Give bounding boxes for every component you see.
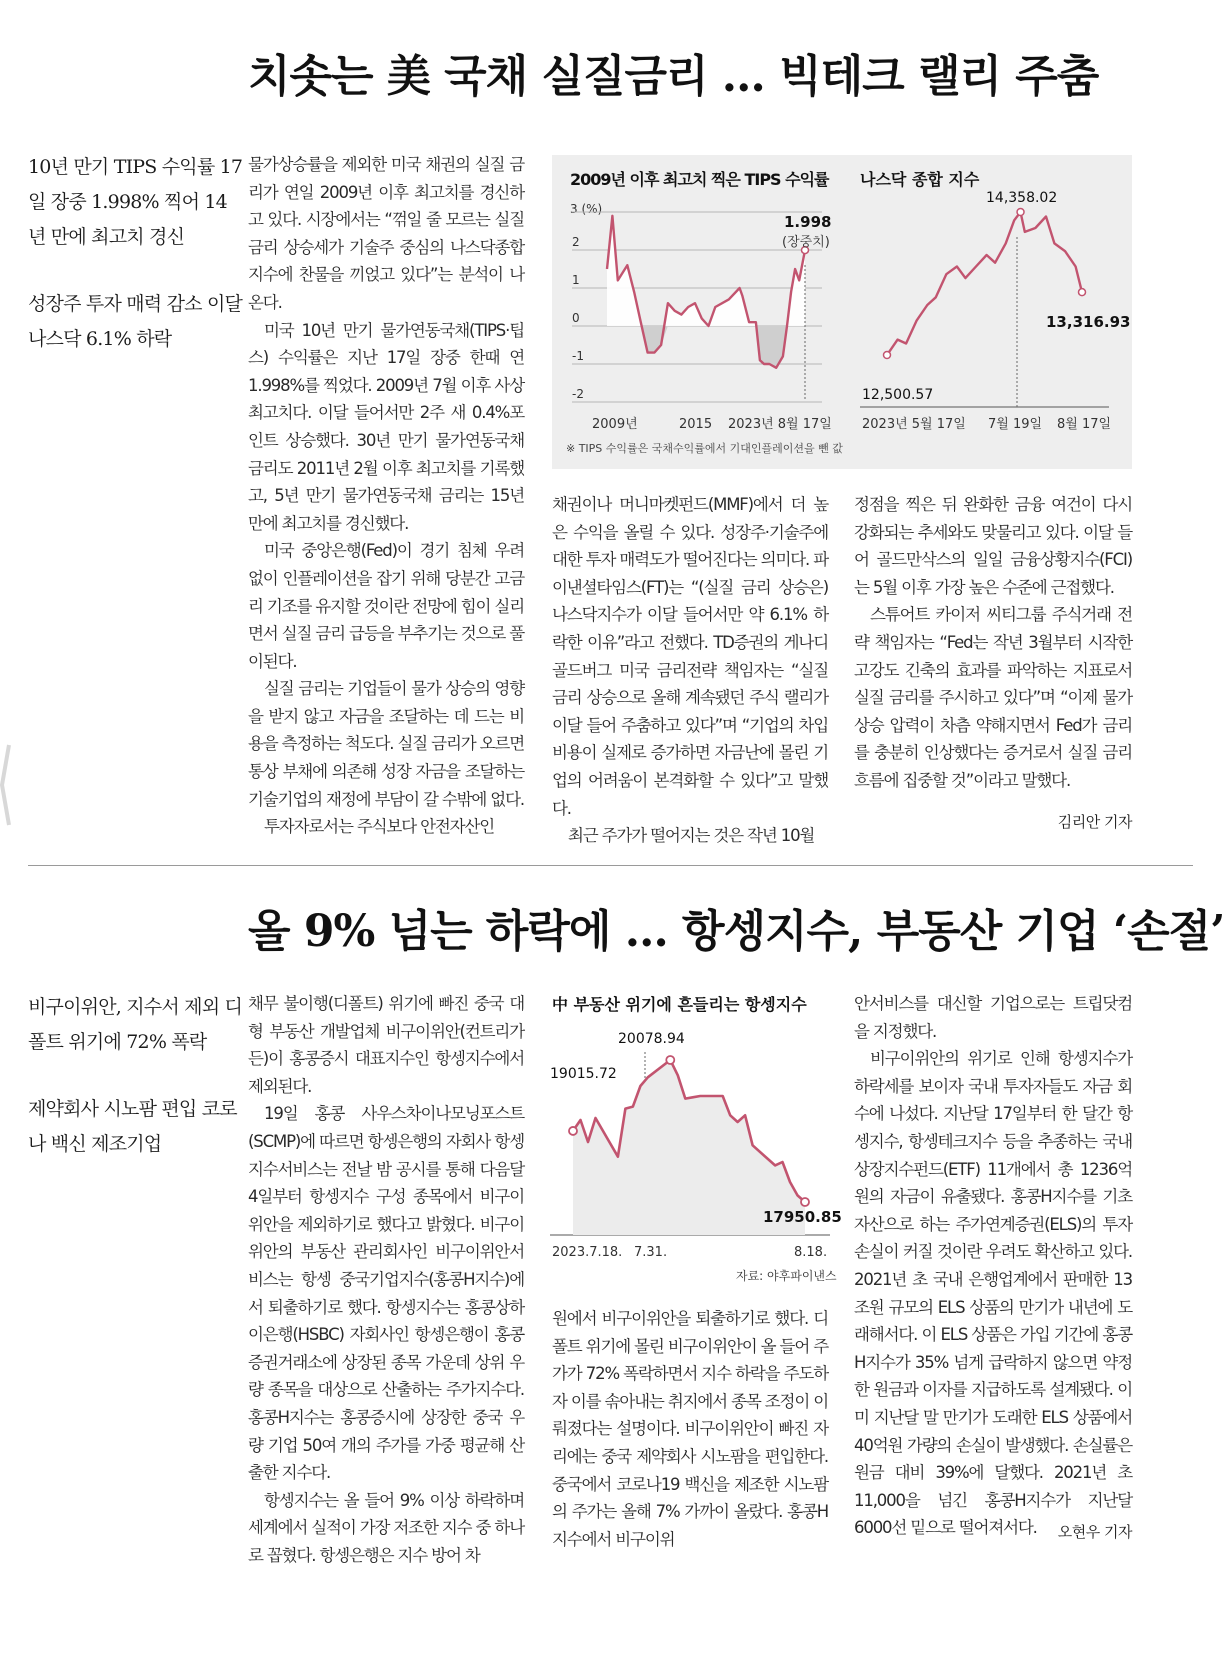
- tips-x-tick: 2023년 8월 17일: [728, 417, 832, 432]
- paragraph: 물가상승률을 제외한 미국 채권의 실질 금리가 연일 2009년 이후 최고치를 경신하고 있다. 시장에서는 “꺾일 줄 모르는 실질 금리 상승세가 기술주 중심의 나스닥종합지수에 찬물을 끼얹고 있다”는 분석이 나온다.: [248, 155, 524, 312]
- paragraph: 스튜어트 카이저 씨티그룹 주식거래 전략 책임자는 “Fed는 작년 3월부터 시작한 고강도 긴축의 효과를 파악하는 지표로서 실질 금리를 주시하고 있다”며 “이제 물가 상승 압력이 차츰 약해지면서 Fed가 금리를 충분히 인상했다는 증거로서 실질 금리 흐름에 집중할 것”이라고 말했다.: [854, 605, 1132, 790]
- paragraph: 최근 주가가 떨어지는 것은 작년 10월: [568, 826, 815, 846]
- nasdaq-chart-title: 나스닥 종합 지수: [860, 170, 980, 189]
- paragraph: 미국 중앙은행(Fed)이 경기 침체 우려 없이 인플레이션을 잡기 위해 당분간 고금리 기조를 유지할 것이란 전망에 힘이 실리면서 실질 금리 급등을 부추기는 것으로 풀이된다.: [248, 541, 524, 671]
- tips-y-ticks: [572, 235, 584, 401]
- article2-byline: 오현우 기자: [1057, 1523, 1132, 1541]
- paragraph: 19일 홍콩 사우스차이나모닝포스트(SCMP)에 따르면 항셍은행의 자회사 항셍지수서비스는 전날 밤 공시를 통해 다음달 4일부터 항셍지수 구성 종목에서 비구이위안을 제외하기로 했다고 밝혔다. 비구이위안의 부동산 관리회사인 비구이위안서비스는 항셍 중국기업지수(홍콩H지수)에서 퇴출하기로 했다. 항셍지수는 홍콩상하이은행(HSBC) 자회사인 항셍은행이 홍콩증권거래소에 상장된 종목 가운데 상위 우량 종목을 대상으로 산출하는 주가지수다. 홍콩H지수는 홍콩증시에 상장한 중국 우량 기업 50여 개의 주가를 가중 평균해 산출한 지수다.: [248, 1104, 524, 1483]
- article2-headline: 올 9% 넘는 하락에 … 항셍지수, 부동산 기업 ‘손절’: [248, 906, 1225, 957]
- tips-y-tick: 1: [572, 273, 580, 287]
- hangseng-chart-title: 中 부동산 위기에 흔들리는 항셍지수: [552, 995, 807, 1014]
- nasdaq-plot: [884, 209, 1086, 359]
- nasdaq-x-tick: 7월 19일: [988, 417, 1043, 432]
- paragraph: 원에서 비구이위안을 퇴출하기로 했다. 디폴트 위기에 몰린 비구이위안이 올 들어 주가가 72% 폭락하면서 지수 하락을 주도하자 이를 솎아내는 취지에서 종목 조정이 이뤄졌다는 설명이다. 비구이위안이 빠진 자리에는 중국 제약회사 시노팜을 편입한다. 중국에서 코로나19 백신을 제조한 시노팜의 주가는 올해 7% 가까이 올랐다. 홍콩H지수에서 비구이위: [552, 1309, 828, 1549]
- nasdaq-point: [1017, 209, 1024, 216]
- nasdaq-end-label: 13,316.93: [1046, 313, 1131, 331]
- paragraph: 안서비스를 대신할 기업으로는 트립닷컴을 지정했다.: [854, 994, 1132, 1041]
- nasdaq-x-tick: 2023년 5월 17일: [862, 417, 966, 432]
- article2-deck: [28, 990, 243, 1194]
- hangseng-peak-label: 20078.94: [618, 1031, 685, 1047]
- paragraph: 채무 불이행(디폴트) 위기에 빠진 중국 대형 부동산 개발업체 비구이위안(컨트리가든)이 홍콩증시 대표지수인 항셍지수에서 제외된다.: [248, 994, 524, 1096]
- article2-column-1: [248, 990, 524, 1565]
- article2-column-2: [552, 1305, 828, 1550]
- hangseng-point: [569, 1127, 577, 1135]
- hangseng-source: 자료: 야후파이낸스: [736, 1269, 837, 1283]
- tips-footnote: ※ TIPS 수익률은 국채수익률에서 기대인플레이션을 뺀 값: [566, 442, 843, 455]
- paragraph: 항셍지수는 올 들어 9% 이상 하락하며 세계에서 실적이 가장 저조한 지수 중 하나로 꼽혔다. 항셍은행은 지수 방어 차: [248, 1490, 524, 1565]
- deck-line: 비구이위안, 지수서 제외 디폴트 위기에 72% 폭락: [28, 996, 243, 1053]
- hangseng-x-tick: 2023.7.18.: [552, 1245, 623, 1260]
- nasdaq-x-tick: 8월 17일: [1057, 417, 1112, 432]
- tips-chart-title: 2009년 이후 최고치 찍은 TIPS 수익률: [570, 170, 829, 189]
- paragraph: 정점을 찍은 뒤 완화한 금융 여건이 다시 강화되는 추세와도 맞물리고 있다. 이달 들어 골드만삭스의 일일 금융상황지수(FCI)는 5월 이후 가장 높은 수준에 근접했다.: [854, 495, 1132, 597]
- nasdaq-point: [1079, 289, 1086, 296]
- hangseng-x-tick: 7.31.: [634, 1245, 668, 1260]
- article1-deck: [28, 150, 243, 389]
- nasdaq-start-label: 12,500.57: [862, 387, 934, 403]
- charts-svg: [552, 155, 1132, 469]
- hangseng-point: [801, 1198, 809, 1206]
- article1-headline: 치솟는 美 국채 실질금리 … 빅테크 랠리 주춤: [248, 51, 1099, 102]
- paragraph: 미국 10년 만기 물가연동국채(TIPS·팁스) 수익률은 지난 17일 장중 한때 연 1.998%를 찍었다. 2009년 7월 이후 사상 최고치다. 이달 들어서만 2주 새 0.4%포인트 상승했다. 30년 만기 물가연동국채 금리도 2011년 2월 이후 최고치를 기록했고, 5년 만기 물가연동국채 금리는 15년 만에 최고치를 경신했다.: [248, 320, 524, 533]
- tips-last-value: 1.998: [784, 213, 832, 231]
- hangseng-x-tick: 8.18.: [794, 1245, 828, 1260]
- article1-column-2: [552, 491, 828, 846]
- hangseng-point: [666, 1056, 674, 1064]
- hangseng-svg: [548, 990, 842, 1290]
- tips-last-note: (장중치): [782, 235, 830, 250]
- tips-x-tick: 2009년: [592, 417, 638, 432]
- tips-y-tick: -2: [572, 387, 584, 401]
- hangseng-start-label: 19015.72: [550, 1066, 617, 1082]
- deck-line: 성장주 투자 매력 감소 이달 나스닥 6.1% 하락: [28, 293, 243, 350]
- paragraph: 채권이나 머니마켓펀드(MMF)에서 더 높은 수익을 올릴 수 있다. 성장주·기술주에 대한 투자 매력도가 떨어진다는 의미다. 파이낸셜타임스(FT)는 “(실질 금리 상승은) 나스닥지수가 이달 들어서만 약 6.1% 하락한 이유”라고 전했다. TD증권의 게나디 골드버그 미국 금리전략 책임자는 “실질 금리 상승으로 올해 계속됐던 주식 랠리가 이달 들어 주춤하고 있다”며 “기업의 차입 비용이 실제로 증가하면 자금난에 몰린 기업의 어려움이 본격화할 수 있다”고 말했다.: [552, 495, 828, 818]
- paragraph: 실질 금리는 기업들이 물가 상승의 영향을 받지 않고 자금을 조달하는 데 드는 비용을 측정하는 척도다. 실질 금리가 오르면 통상 부채에 의존해 성장 자금을 조달하는 기술기업의 재정에 부담이 갈 수밖에 없다.: [248, 679, 524, 809]
- article1-column-1: [248, 151, 524, 841]
- paragraph: 투자자로서는 주식보다 안전자산인: [264, 817, 495, 837]
- tips-y-unit: 3 (%): [570, 202, 603, 216]
- hangseng-end-label: 17950.85: [763, 1208, 842, 1226]
- nasdaq-point: [884, 352, 891, 359]
- tips-x-tick: 2015: [679, 417, 713, 432]
- nasdaq-series-line: [887, 212, 1082, 355]
- tips-plot: [607, 216, 809, 368]
- article-divider: [28, 865, 1193, 866]
- tips-y-tick: -1: [572, 349, 584, 363]
- nasdaq-peak-label: 14,358.02: [986, 190, 1058, 206]
- scroll-chevron-icon: [0, 740, 10, 830]
- article2-column-3: [854, 990, 1132, 1550]
- paragraph: 비구이위안의 위기로 인해 항셍지수가 하락세를 보이자 국내 투자자들도 자금 회수에 나섰다. 지난달 17일부터 한 달간 항셍지수, 항셍테크지수 등을 추종하는 국내 상장지수펀드(ETF) 11개에서 총 1236억원의 자금이 유출됐다. 홍콩H지수를 기초자산으로 하는 주가연계증권(ELS)의 투자 손실이 커질 것이란 우려도 확산하고 있다. 2021년 초 국내 은행업계에서 판매한 13조원 규모의 ELS 상품의 만기가 내년에 도래해서다. 이 ELS 상품은 가입 기간에 홍콩H지수가 35% 넘게 급락하지 않으면 약정한 원금과 이자를 지급하도록 설계됐다. 이미 지난달 말 만기가 도래한 ELS 상품에서 40억원 가량의 손실이 발생했다. 손실률은 원금 대비 39%에 달했다. 2021년 초 11,000을 넘긴 홍콩H지수가 지난달 6000선 밑으로 떨어져서다.: [854, 1049, 1132, 1538]
- deck-line: 제약회사 시노팜 편입 코로나 백신 제조기업: [28, 1098, 237, 1155]
- chart-panel-hangseng: [548, 990, 842, 1290]
- article1-column-3: [854, 491, 1132, 841]
- tips-negative-fill: [607, 326, 805, 368]
- tips-y-tick: 2: [572, 235, 580, 249]
- chart-panel-tips-nasdaq: [552, 155, 1132, 469]
- article1-byline: 김리안 기자: [1057, 813, 1132, 831]
- deck-line: 10년 만기 TIPS 수익률 17일 장중 1.998% 찍어 14년 만에 최고치 경신: [28, 156, 243, 248]
- tips-y-tick: 0: [572, 311, 580, 325]
